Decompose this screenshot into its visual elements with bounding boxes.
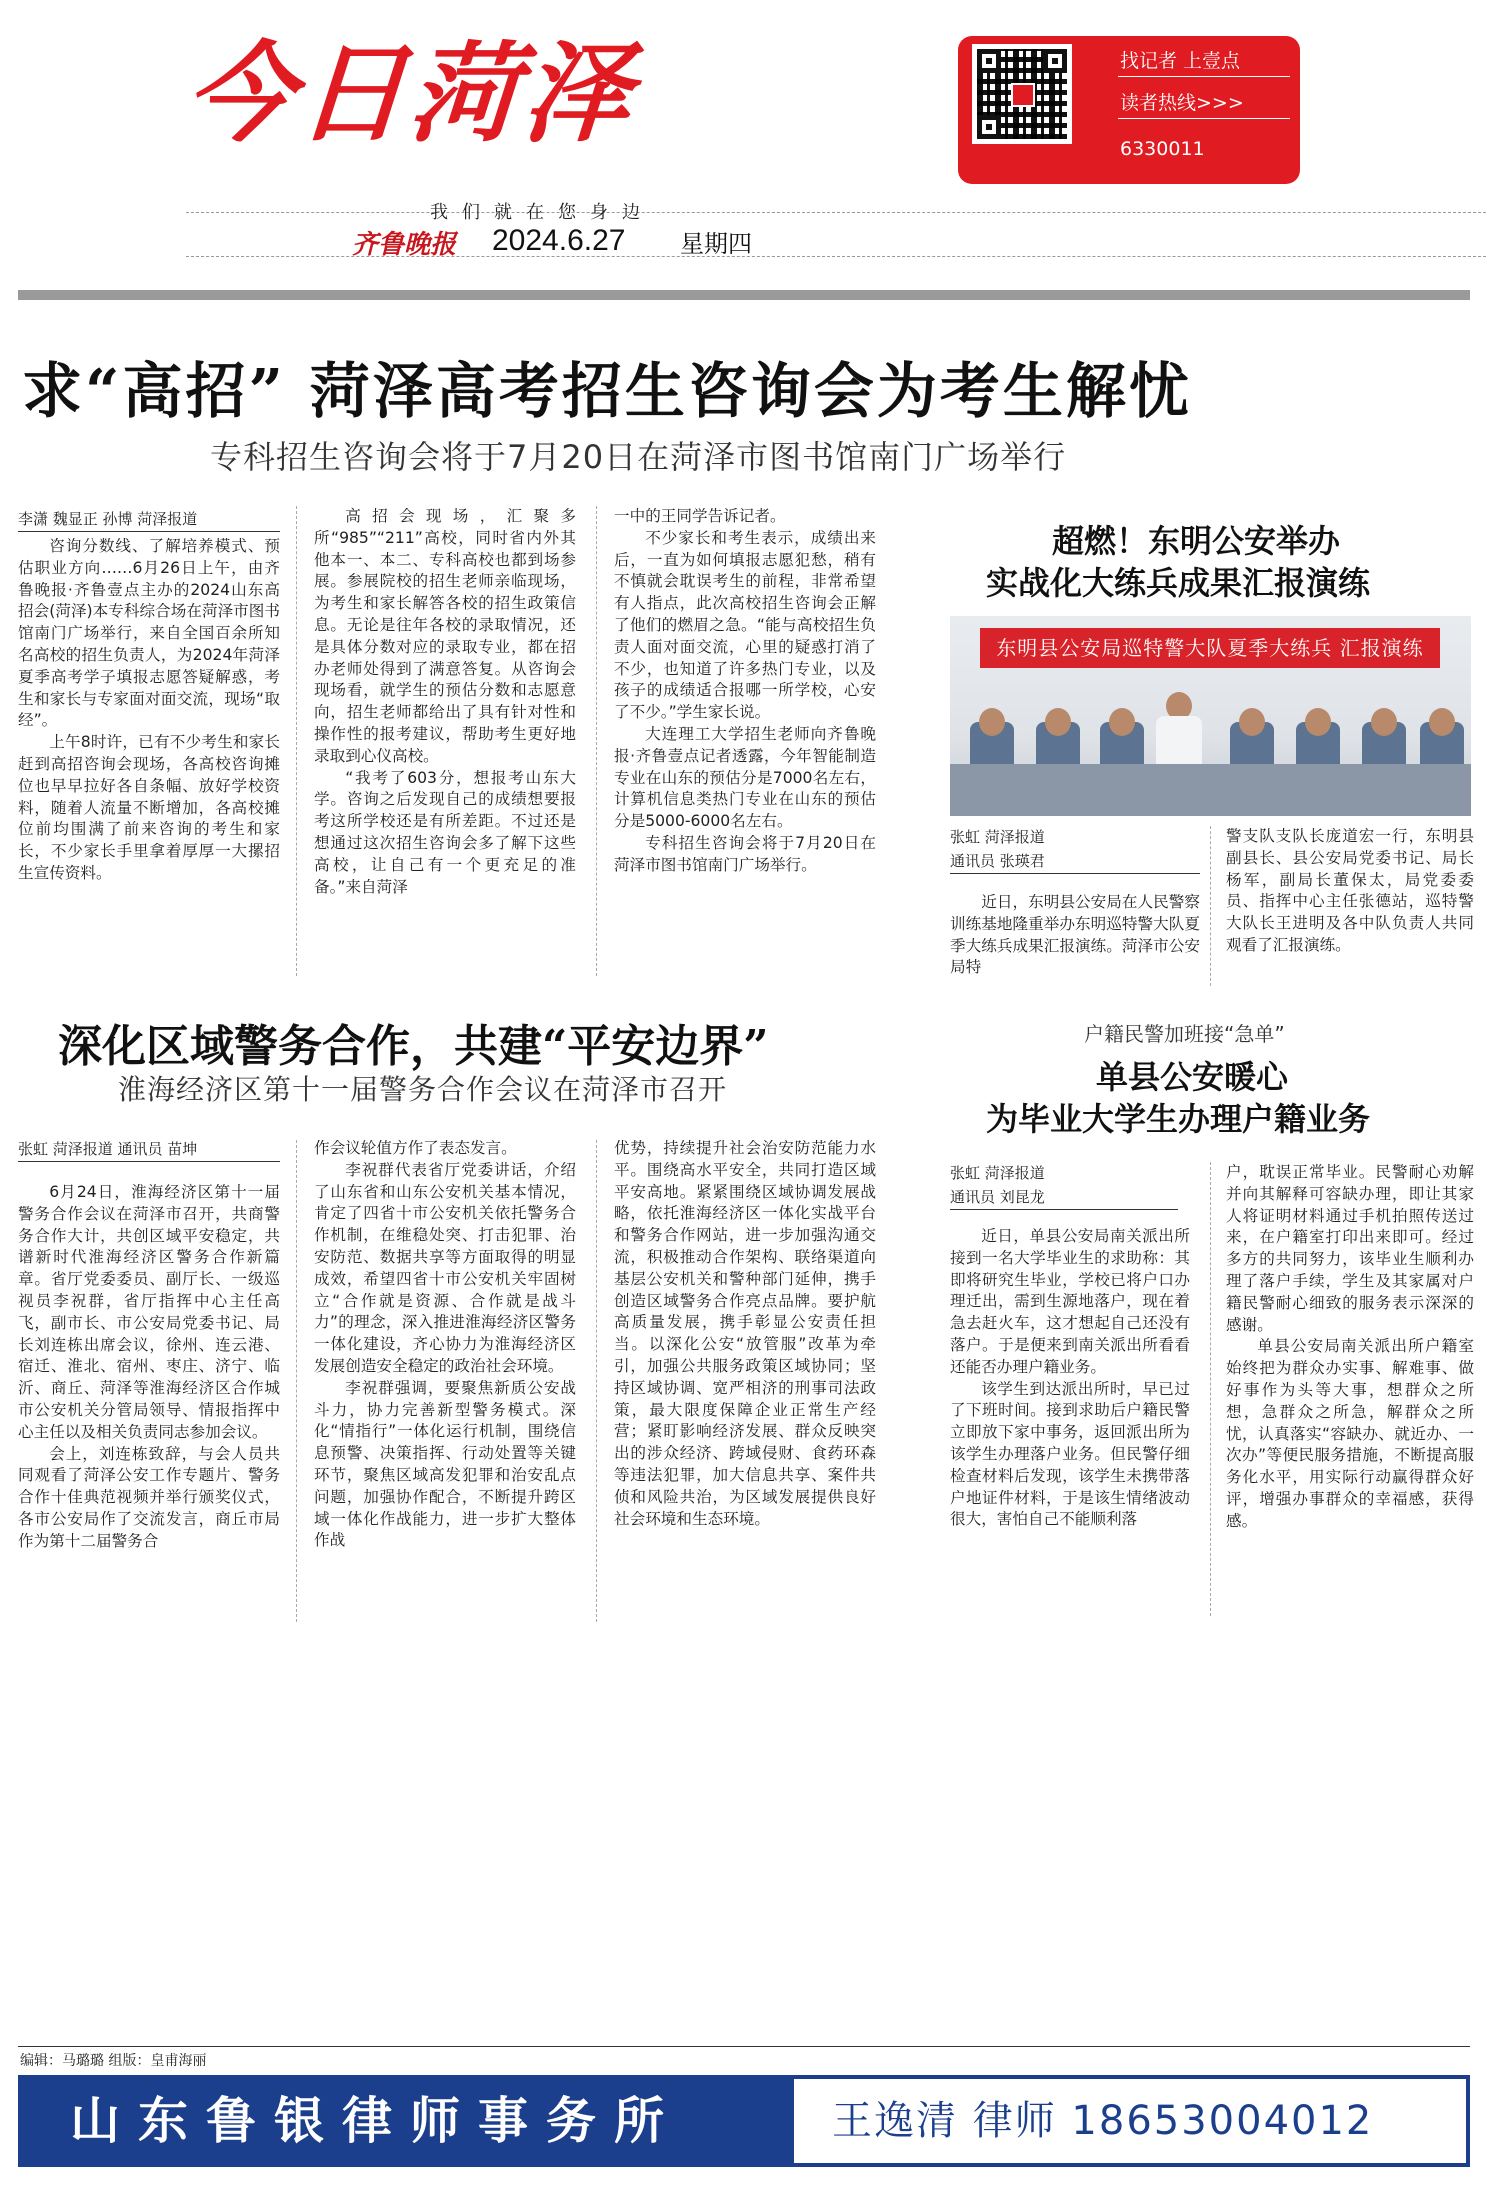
paragraph: 近日，单县公安局南关派出所接到一名大学毕业生的求助称：其即将研究生毕业，学校已将户口办理迁出，需到生源地落户，现在着急去赶火车，这才想起自己还没有落户。于是便来到南关派出所看看还能否办理户籍业务。 <box>950 1227 1190 1376</box>
story2-column-1 <box>18 1182 280 1622</box>
header-rule <box>18 290 1470 300</box>
story2-byline: 张虹 菏泽报道 通讯员 苗坤 <box>18 1138 280 1162</box>
column-divider <box>1210 1162 1211 1616</box>
story3-column-1 <box>950 892 1200 992</box>
paragraph: 李祝群代表省厅党委讲话，介绍了山东省和山东公安机关基本情况，肯定了四省十市公安机关依托警务合作机制，在维稳处突、打击犯罪、治安防范、数据共享等方面取得的明显成效，希望四省十市公安机关牢固树立“合作就是资源、合作就是战斗力”的理念，深入推进淮海经济区警务一体化建设，齐心协力为淮海经济区发展创造安全稳定的政治社会环境。 <box>314 1160 576 1375</box>
promo-tagline: 找记者 上壹点 <box>1120 50 1241 72</box>
paragraph: 高招会现场，汇聚多所“985”“211”高校，同时省内外其他本一、本二、专科高校也都到场参展。参展院校的招生老师亲临现场，为考生和家长解答各校的招生政策信息。无论是往年各校的录取情况，还是具体分数对应的录取专业，都在招办老师处得到了满意答复。从咨询会现场看，就学生的预估分数和志愿意向，招生老师都给出了具有针对性和操作性的报考建议，帮助考生更好地录取到心仪高校。 <box>314 507 576 765</box>
issue-date: 2024.6.27 <box>492 224 626 257</box>
lead-column-1 <box>18 536 280 976</box>
footer-rule <box>18 2046 1470 2047</box>
masthead-slogan: 我们就在您身边 <box>430 202 654 223</box>
story4-byline: 张虹 菏泽报道 <box>950 1164 1045 1182</box>
story2-subhead: 淮海经济区第十一届警务合作会议在菏泽市召开 <box>118 1073 728 1106</box>
brand-logo: 齐鲁晚报 <box>352 230 457 260</box>
paragraph: 6月24日，淮海经济区第十一届警务合作会议在菏泽市召开，共商警务合作大计，共创区域平安稳定，共谱新时代淮海经济区警务合作新篇章。省厅党委委员、副厅长、一级巡视员李祝群，省厅指挥中心主任高飞，副市长、市公安局党委书记、局长刘连栋出席会议，徐州、连云港、宿迁、淮北、宿州、枣庄、济宁、临沂、商丘、菏泽等淮海经济区合作城市公安机关分管局领导、情报指挥中心主任以及相关负责同志参加会议。 <box>18 1183 280 1441</box>
column-divider <box>596 506 597 976</box>
story2-column-2 <box>314 1138 576 1622</box>
story4-byline-2: 通讯员 刘昆龙 <box>950 1186 1178 1210</box>
paragraph: 作会议轮值方作了表态发言。 <box>314 1139 517 1157</box>
editor-credit: 编辑：马璐璐 组版：皇甫海丽 <box>20 2053 207 2069</box>
paragraph: 优势，持续提升社会治安防范能力水平。围绕高水平安全，共同打造区域平安高地。紧紧围绕区域协调发展战略，依托淮海经济区一体化实战平台和警务合作网站，进一步加强沟通交流，积极推动合作架构、联络渠道向基层公安机关和警种部门延伸，携手创造区域警务合作亮点品牌。要护航高质量发展，携手彰显公安责任担当。以深化公安“放管服”改革为牵引，加强公共服务政策区域协同；坚持区域协调、宽严相济的刑事司法政策，最大限度保障企业正常生产经营；紧盯影响经济发展、群众反映突出的涉众经济、跨域侵财、食药环森等违法犯罪，加大信息共享、案件共侦和风险共治，为区域发展提供良好社会环境和生态环境。 <box>614 1139 876 1528</box>
story3-column-2 <box>1226 826 1474 986</box>
story4-kicker: 户籍民警加班接“急单” <box>1084 1022 1285 1046</box>
paragraph: 该学生到达派出所时，早已过了下班时间。接到求助后户籍民警立即放下家中事务，返回派出所为该学生办理落户业务。但民警仔细检查材料后发现，该学生未携带落户地证件材料，于是该生情绪波动很大，害怕自己不能顺利落 <box>950 1379 1190 1529</box>
column-divider <box>596 1140 597 1622</box>
promo-hotline-number: 6330011 <box>1120 138 1205 160</box>
column-divider <box>296 506 297 976</box>
promo-divider <box>1118 76 1290 77</box>
column-divider <box>1210 826 1211 986</box>
paragraph: 会上，刘连栋致辞，与会人员共同观看了菏泽公安工作专题片、警务合作十佳典范视频并举行颁奖仪式，各市公安局作了交流发言，商丘市局作为第十二届警务合 <box>18 1444 280 1550</box>
paragraph: 户，耽误正常毕业。民警耐心劝解并向其解释可容缺办理，即让其家人将证明材料通过手机拍照传送过来，在户籍室打印出来即可。经过多方的共同努力，该毕业生顺利办理了落户手续，学生及其家属对户籍民警耐心细致的服务表示深深的感谢。 <box>1226 1163 1474 1334</box>
paragraph: 大连理工大学招生老师向齐鲁晚报·齐鲁壹点记者透露，今年智能制造专业在山东的预估分是7000名左右，计算机信息类热门专业在山东的预估分是5000-6000名左右。 <box>614 724 876 831</box>
paragraph: 单县公安局南关派出所户籍室始终把为群众办实事、解难事、做好事作为头等大事，想群众之所想，急群众之所急，解群众之所忧，认真落实“容缺办、就近办、一次办”等便民服务措施，不断提高服务化水平，用实际行动赢得群众好评，增强办事群众的幸福感，获得感。 <box>1226 1337 1474 1530</box>
paragraph: 近日，东明县公安局在人民警察训练基地隆重举办东明巡特警大队夏季大练兵成果汇报演练。菏泽市公安局特 <box>950 893 1200 977</box>
law-firm-ad[interactable] <box>18 2075 1470 2167</box>
news-photo <box>950 616 1471 816</box>
ad-firm-name: 山东鲁银律师事务所 <box>22 2079 794 2163</box>
masthead-title: 今日菏泽 <box>181 32 639 157</box>
lead-headline: 求“高招” 菏泽高考招生咨询会为考生解忧 <box>22 357 1192 427</box>
qr-code[interactable] <box>972 44 1072 144</box>
story3-byline: 张虹 菏泽报道 <box>950 828 1045 846</box>
paragraph: 专科招生咨询会将于7月20日在菏泽市图书馆南门广场举行。 <box>614 833 876 874</box>
paragraph: 咨询分数线、了解培养模式、预估职业方向……6月26日上午，由齐鲁晚报·齐鲁壹点主办的2024山东高招会(菏泽)本专科综合场在菏泽市图书馆南门广场举行，来自全国百余所知名高校的招生负责人，为2024年菏泽夏季高考学子填报志愿答疑解惑，考生和家长与专家面对面交流，现场“取经”。 <box>18 537 280 730</box>
story3-headline-line2: 实战化大练兵成果汇报演练 <box>986 564 1371 602</box>
paragraph: 警支队支队长庞道宏一行，东明县副县长、县公安局党委书记、局长杨军，副局长董保太，局党委委员、指挥中心主任张德站，巡特警大队长王进明及各中队负责人共同观看了汇报演练。 <box>1226 827 1474 954</box>
paragraph: “我考了603分，想报考山东大学。咨询之后发现自己的成绩想要报考这所学校还是有所差距。不过还是想通过这次招生咨询会多了解下这些高校，让自己有一个更充足的准备。”来自菏泽 <box>314 768 576 896</box>
lead-byline: 李潇 魏显正 孙博 菏泽报道 <box>18 508 280 532</box>
column-divider <box>296 1140 297 1622</box>
story4-column-1 <box>950 1226 1190 1616</box>
story3-byline-2: 通讯员 张瑛君 <box>950 850 1200 874</box>
promo-hotline-label: 读者热线>>> <box>1120 92 1244 114</box>
ad-lawyer-contact: 王逸清 律师 18653004012 <box>832 2098 1374 2144</box>
story4-column-2 <box>1226 1162 1474 1616</box>
lead-column-3 <box>614 506 876 976</box>
app-logo-icon <box>1011 83 1035 107</box>
lead-column-2 <box>314 506 576 976</box>
story2-headline: 深化区域警务合作，共建“平安边界” <box>58 1021 769 1072</box>
story4-headline-line2: 为毕业大学生办理户籍业务 <box>986 1100 1371 1138</box>
photo-banner: 东明县公安局巡特警大队夏季大练兵 汇报演练 <box>980 628 1440 668</box>
paragraph: 李祝群强调，要聚焦新质公安战斗力，协力完善新型警务模式。深化“情指行”一体化运行机制，围绕信息预警、决策指挥、行动处置等关键环节，聚焦区域高发犯罪和治安乱点问题，加强协作配合，不断提升跨区域一体化作战能力，进一步扩大整体作战 <box>314 1378 576 1550</box>
story4-headline-line1: 单县公安暖心 <box>1096 1058 1289 1096</box>
paragraph: 一中的王同学告诉记者。 <box>614 507 786 525</box>
paragraph: 不少家长和考生表示，成绩出来后，一直为如何填报志愿犯愁，稍有不慎就会耽误考生的前程，非常希望有人指点，此次高校招生咨询会正解了他们的燃眉之急。“能与高校招生负责人面对面交流，心里的疑惑打消了不少，也知道了许多热门专业，以及孩子的成绩适合报哪一所学校，心安了不少。”学生家长说。 <box>614 528 876 722</box>
issue-weekday: 星期四 <box>680 230 752 258</box>
paragraph: 上午8时许，已有不少考生和家长赶到高招咨询会现场，各高校咨询摊位也早早拉好各自条幅、放好学校资料，随着人流量不断增加，各高校摊位前均围满了前来咨询的考生和家长，不少家长手里拿着厚厚一大摞招生宣传资料。 <box>18 733 280 882</box>
story2-column-3 <box>614 1138 876 1622</box>
lead-subhead: 专科招生咨询会将于7月20日在菏泽市图书馆南门广场举行 <box>210 438 1067 476</box>
masthead-divider <box>186 212 1486 213</box>
promo-divider-2 <box>1118 118 1290 119</box>
story3-headline-line1: 超燃！东明公安举办 <box>1052 522 1341 560</box>
